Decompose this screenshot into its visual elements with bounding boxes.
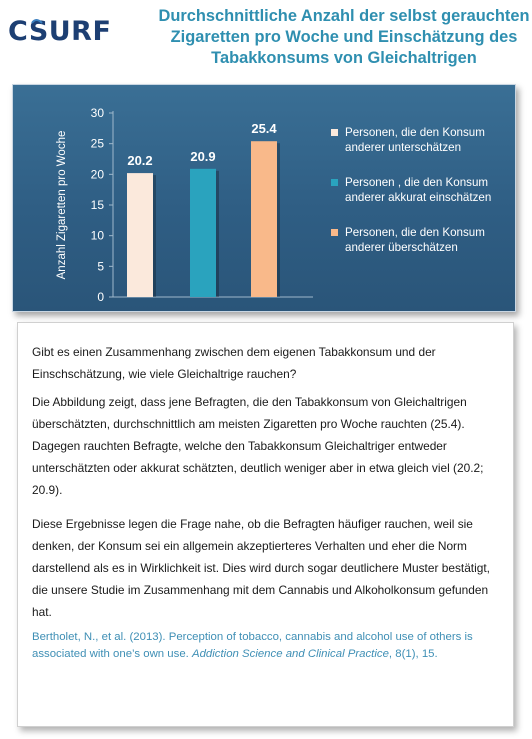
citation	[32, 629, 499, 663]
legend-label-line1: Personen, die den Konsum	[345, 226, 485, 239]
title-line-1: Durchschnittliche Anzahl der selbst gerauchten	[158, 7, 530, 25]
legend-swatch-accurate	[331, 179, 338, 186]
chart-panel	[12, 84, 516, 312]
legend-item-accurate	[331, 175, 515, 205]
logo-text: CSURF	[8, 16, 112, 47]
bar	[251, 141, 277, 297]
y-tick-label: 5	[97, 259, 104, 274]
legend-label-line2: anderer unterschätzen	[345, 141, 462, 154]
question-paragraph: Gibt es einen Zusammenhang zwischen dem eigenen Tabakkonsum und der Einschschätzung, wie viele Gleichaltrige rauchen?	[32, 345, 436, 381]
y-tick-label: 20	[90, 167, 104, 182]
bar-value-label: 20.2	[127, 153, 153, 169]
chart-legend	[331, 125, 515, 275]
title-line-3: Tabakkonsums von Gleichaltrigen	[211, 49, 477, 67]
legend-swatch-underestimate	[331, 129, 338, 136]
legend-item-overestimate	[331, 225, 515, 255]
legend-label-line1: Personen, die den Konsum	[345, 126, 485, 139]
y-tick-label: 25	[90, 136, 104, 151]
csurf-logo	[6, 8, 156, 50]
findings-paragraph: Die Abbildung zeigt, dass jene Befragten, die den Tabakkonsum von Gleichaltrigen überschätzten, durchschnittlich am meisten Zigaretten pro Woche rauchten (25.4). Dagegen rauchten Befragte, welche den Tabakkonsum Gleichaltriger entweder unterschätzten oder akkurat schätzten, deutlich weniger aber in etwa gleich viel (20.2; 20.9).	[32, 395, 484, 497]
logo-graphic	[6, 8, 156, 50]
y-tick-label: 0	[97, 290, 104, 304]
bar	[127, 173, 153, 297]
interpretation-paragraph: Diese Ergebnisse legen die Frage nahe, ob die Befragten häufiger rauchen, weil sie denken, der Konsum sei ein allgemein akzeptierteres Verhalten und eher die Norm darstellend als es in Wirklichkeit ist. Dies wird durch sogar deutlichere Muster bestätigt, die unsere Studie im Zusammenhang mit dem Cannabis und Alkoholkonsum gefunden hat.	[32, 517, 490, 619]
text-box	[17, 322, 514, 727]
legend-item-underestimate	[331, 125, 515, 155]
legend-label-line2: anderer überschätzen	[345, 241, 458, 254]
citation-journal: Addiction Science and Clinical Practice	[192, 648, 389, 660]
legend-label-line1: Personen , die den Konsum	[345, 176, 489, 189]
y-tick-label: 30	[90, 106, 104, 120]
bar-value-label: 25.4	[251, 121, 277, 137]
legend-swatch-overestimate	[331, 229, 338, 236]
citation-volume: , 8(1), 15.	[388, 648, 438, 660]
y-tick-label: 15	[90, 198, 104, 212]
y-tick-label: 10	[90, 228, 104, 243]
page-title	[158, 6, 530, 69]
bar-value-label: 20.9	[190, 148, 216, 164]
bar	[190, 169, 216, 297]
y-axis-label: Anzahl Zigaretten pro Woche	[56, 130, 68, 280]
title-line-2: Zigaretten pro Woche und Einschätzung des	[170, 28, 518, 46]
citation-authors: Bertholet, N., et al. (2013). Perception of tobacco, cannabis and alcohol use of others is associated with one’s own use.	[32, 631, 473, 660]
legend-label-line2: anderer akkurat einschätzen	[345, 191, 492, 204]
